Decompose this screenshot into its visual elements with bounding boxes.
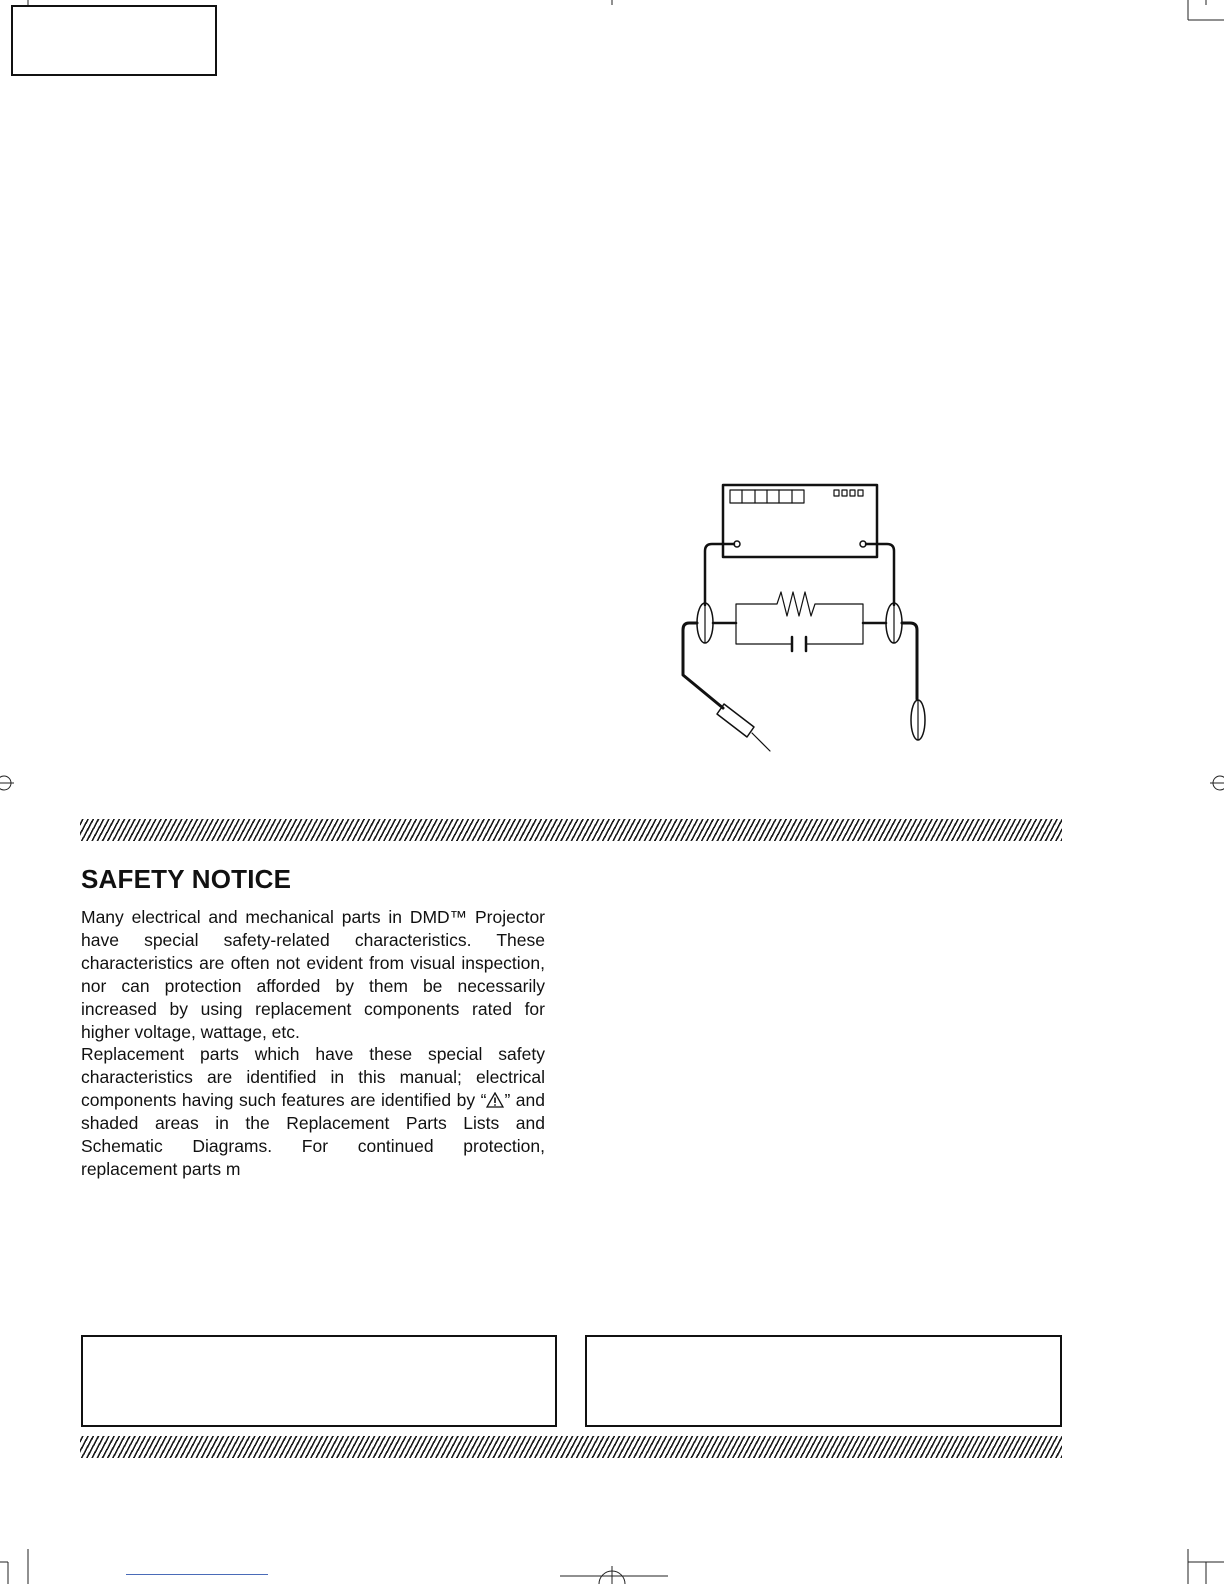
clip-left-icon <box>697 603 713 643</box>
hatched-divider-bottom <box>80 1436 1062 1458</box>
safety-notice-paragraph-2 <box>81 1043 545 1180</box>
safety-notice-paragraph-1: Many electrical and mechanical parts in DMD™ Projector have special safety-related characteristics. These characteristics are often not evident from visual inspection, nor can protection afforded by them be necessarily increased by using replacement components rated for higher voltage, wattage, etc. <box>81 907 545 1042</box>
clip-right-icon <box>886 603 902 643</box>
leakage-test-diagram <box>675 475 945 765</box>
paragraph-2-end: ” and shaded areas in the Replacement Parts Lists and Schematic Diagrams. For continued protection, replacement parts m <box>81 1090 546 1179</box>
hatched-divider-top <box>80 819 1062 841</box>
warning-triangle-icon <box>486 1091 504 1107</box>
page-reference-link[interactable] <box>126 1574 268 1575</box>
header-label-box <box>11 5 217 76</box>
resistor-capacitor-network <box>713 592 886 651</box>
meter-icon <box>723 485 877 557</box>
ground-clip-icon <box>911 700 925 740</box>
probe-icon <box>717 704 770 751</box>
paragraph-2-start: Replacement parts which have these special safety characteristics are identified in this manual; electrical components having such features are identified by “ <box>81 1044 545 1111</box>
safety-notice-title: SAFETY NOTICE <box>81 864 292 894</box>
info-box-right <box>585 1335 1062 1427</box>
safety-notice-body <box>81 906 545 1181</box>
info-box-left <box>81 1335 557 1427</box>
